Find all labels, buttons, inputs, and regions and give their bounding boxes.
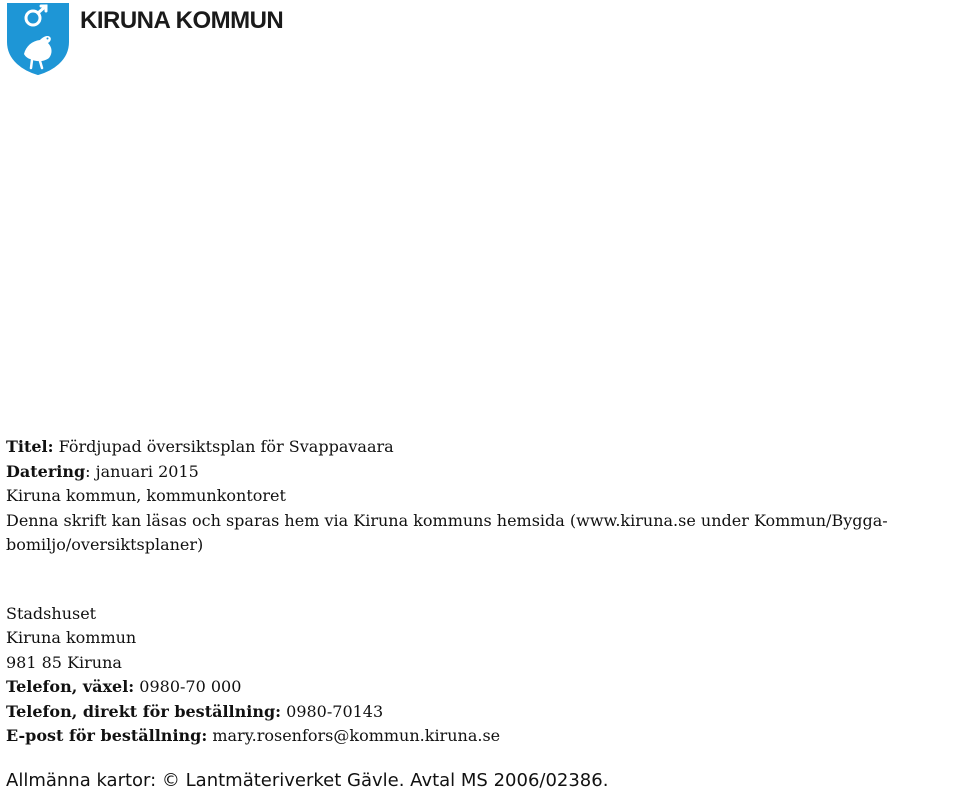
contact-postal-address: 981 85 Kiruna	[6, 652, 122, 672]
email-order-value: mary.rosenfors@kommun.kiruna.se	[207, 725, 501, 745]
contact-building: Stadshuset	[6, 604, 97, 623]
title-value: Fördjupad översiktsplan för Svappavaara	[58, 437, 394, 456]
phone-order-line	[6, 700, 954, 724]
phone-order-value: 0980-70143	[281, 701, 384, 721]
contact-organization: Kiruna kommun	[6, 628, 137, 648]
email-order-label: E-post för beställning:	[6, 725, 208, 745]
phone-switchboard-value: 0980-70 000	[134, 677, 242, 697]
phone-switchboard-label: Telefon, växel:	[6, 677, 135, 697]
phone-order-label: Telefon, direkt för beställning:	[6, 701, 282, 721]
phone-switchboard-line	[6, 675, 954, 699]
title-line	[6, 435, 954, 460]
contact-block	[6, 602, 954, 748]
availability-text: Denna skrift kan läsas och sparas hem via Kiruna kommuns hemsida (www.kiruna.se under Kommun/Bygga-bomiljo/oversiktsplaner)	[6, 510, 888, 554]
maps-copyright-note: Allmänna kartor: © Lantmäteriverket Gävle. Avtal MS 2006/02386.	[6, 770, 609, 791]
date-label: Datering	[6, 461, 86, 481]
publisher-line: Kiruna kommun, kommunkontoret	[6, 486, 286, 505]
title-label: Titel:	[6, 437, 54, 456]
coat-of-arms-logo	[6, 2, 70, 76]
email-order-line	[6, 724, 954, 748]
date-line	[6, 460, 954, 485]
document-info	[6, 435, 954, 558]
organization-name: KIRUNA KOMMUN	[80, 7, 284, 34]
date-value: : januari 2015	[85, 461, 199, 481]
